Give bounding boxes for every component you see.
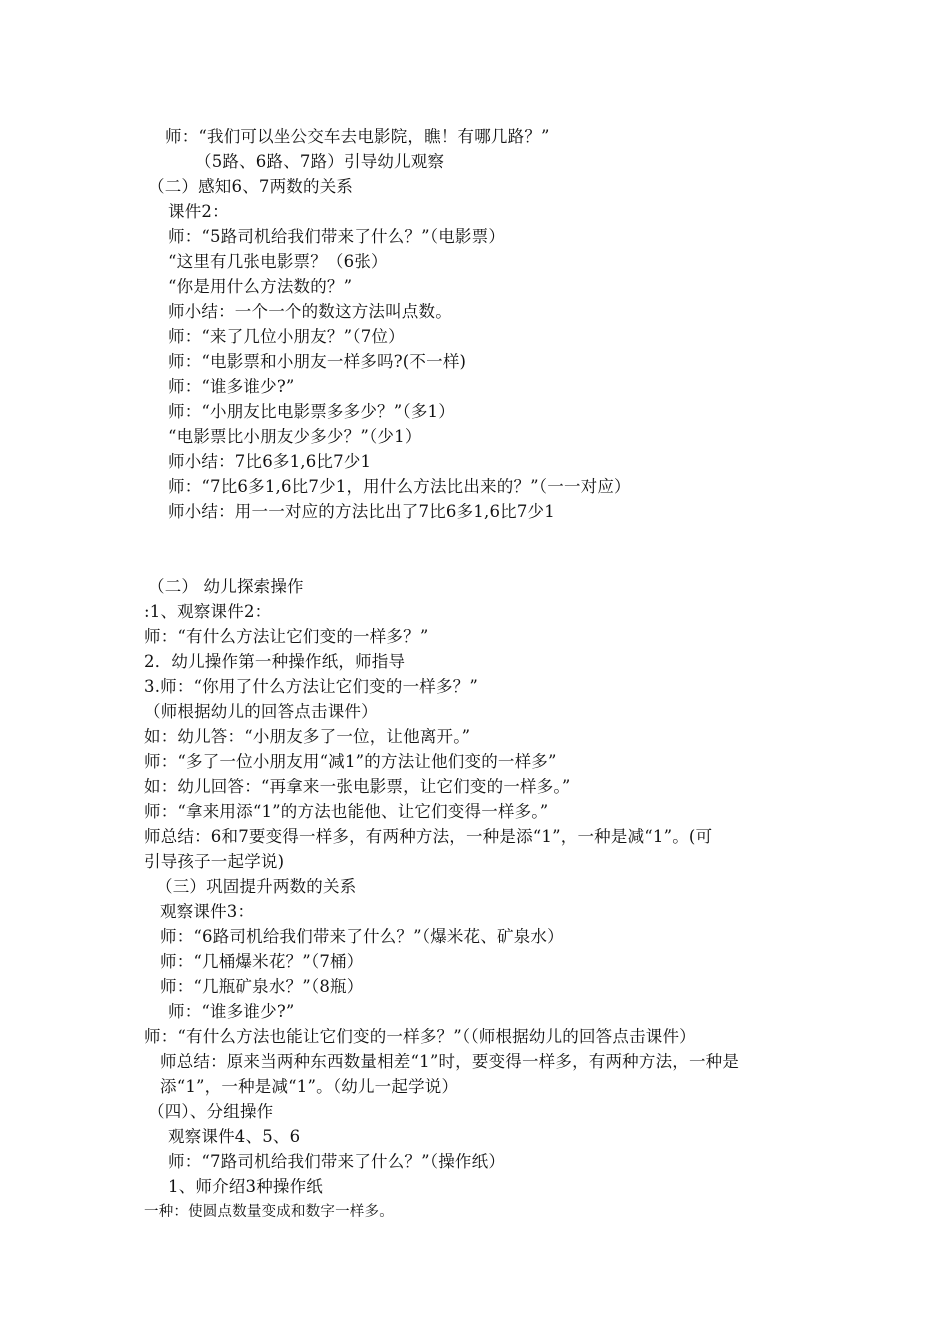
text-line: 师小结：7比6多1,6比7少1: [168, 452, 372, 471]
text-line: 引导孩子一起学说): [144, 852, 285, 871]
text-line: 师：“谁多谁少?”: [168, 377, 295, 396]
text-line: 师：“几瓶矿泉水？”（8瓶）: [160, 977, 364, 996]
text-line: 如：幼儿回答：“再拿来一张电影票，让它们变的一样多。”: [144, 777, 571, 796]
text-line: 师小结：一个一个的数这方法叫点数。: [168, 302, 452, 321]
text-line: 师：“小朋友比电影票多多少？”（多1）: [168, 402, 455, 421]
text-line: “电影票比小朋友少多少？”（少1）: [168, 427, 422, 446]
text-line: 2．幼儿操作第一种操作纸，师指导: [144, 652, 406, 671]
section-heading: （四）、分组操作: [148, 1102, 274, 1121]
text-line: 师小结：用一一对应的方法比出了7比6多1,6比7少1: [168, 502, 555, 521]
text-line: 师：“5路司机给我们带来了什么？”（电影票）: [168, 227, 506, 246]
text-line: 师总结：原来当两种东西数量相差“1”时，要变得一样多，有两种方法，一种是: [160, 1052, 740, 1071]
text-line: “这里有几张电影票？（6张）: [168, 252, 388, 271]
text-line: 师：“我们可以坐公交车去电影院，瞧！有哪几路？”: [165, 127, 550, 146]
text-line: 师：“多了一位小朋友用“减1”的方法让他们变的一样多”: [144, 752, 557, 771]
text-line: 师：“几桶爆米花？”（7桶）: [160, 952, 364, 971]
section-heading: （二）感知6、7两数的关系: [148, 177, 354, 196]
text-line: 课件2：: [168, 202, 229, 221]
text-line: （5路、6路、7路）引导幼儿观察: [195, 152, 445, 171]
text-line: 师总结：6和7要变得一样多，有两种方法，一种是添“1”，一种是减“1”。(可: [144, 827, 713, 846]
text-line: 师：“拿来用添“1”的方法也能他、让它们变得一样多。”: [144, 802, 549, 821]
text-line: 观察课件4、5、6: [168, 1127, 301, 1146]
text-line: 师：“来了几位小朋友？”（7位）: [168, 327, 405, 346]
text-line: 师：“7比6多1,6比7少1，用什么方法比出来的？”（一一对应）: [168, 477, 631, 496]
text-line: 1、师介绍3种操作纸: [168, 1177, 323, 1196]
text-line: 师：“谁多谁少?”: [168, 1002, 295, 1021]
text-line: “你是用什么方法数的？”: [168, 277, 353, 296]
text-line: 师：“有什么方法让它们变的一样多？”: [144, 627, 429, 646]
text-line: 添“1”，一种是减“1”。（幼儿一起学说）: [160, 1077, 459, 1096]
text-line: 一种：使圆点数量变成和数字一样多。: [144, 1204, 394, 1220]
text-line: （师根据幼儿的回答点击课件）: [144, 702, 378, 721]
text-line: 师：“7路司机给我们带来了什么？”（操作纸）: [168, 1152, 506, 1171]
text-line: 师：“电影票和小朋友一样多吗?(不一样): [168, 352, 467, 371]
text-line: 师：“6路司机给我们带来了什么？”（爆米花、矿泉水）: [160, 927, 564, 946]
text-line: :1、观察课件2：: [144, 602, 272, 621]
text-line: 观察课件3：: [160, 902, 255, 921]
section-heading: （二） 幼儿探索操作: [148, 577, 304, 596]
text-line: 如：幼儿答：“小朋友多了一位，让他离开。”: [144, 727, 471, 746]
text-line: 3.师：“你用了什么方法让它们变的一样多？”: [144, 677, 479, 696]
text-line: 师：“有什么方法也能让它们变的一样多？”（（师根据幼儿的回答点击课件）: [144, 1027, 696, 1046]
section-heading: （三）巩固提升两数的关系: [156, 877, 357, 896]
